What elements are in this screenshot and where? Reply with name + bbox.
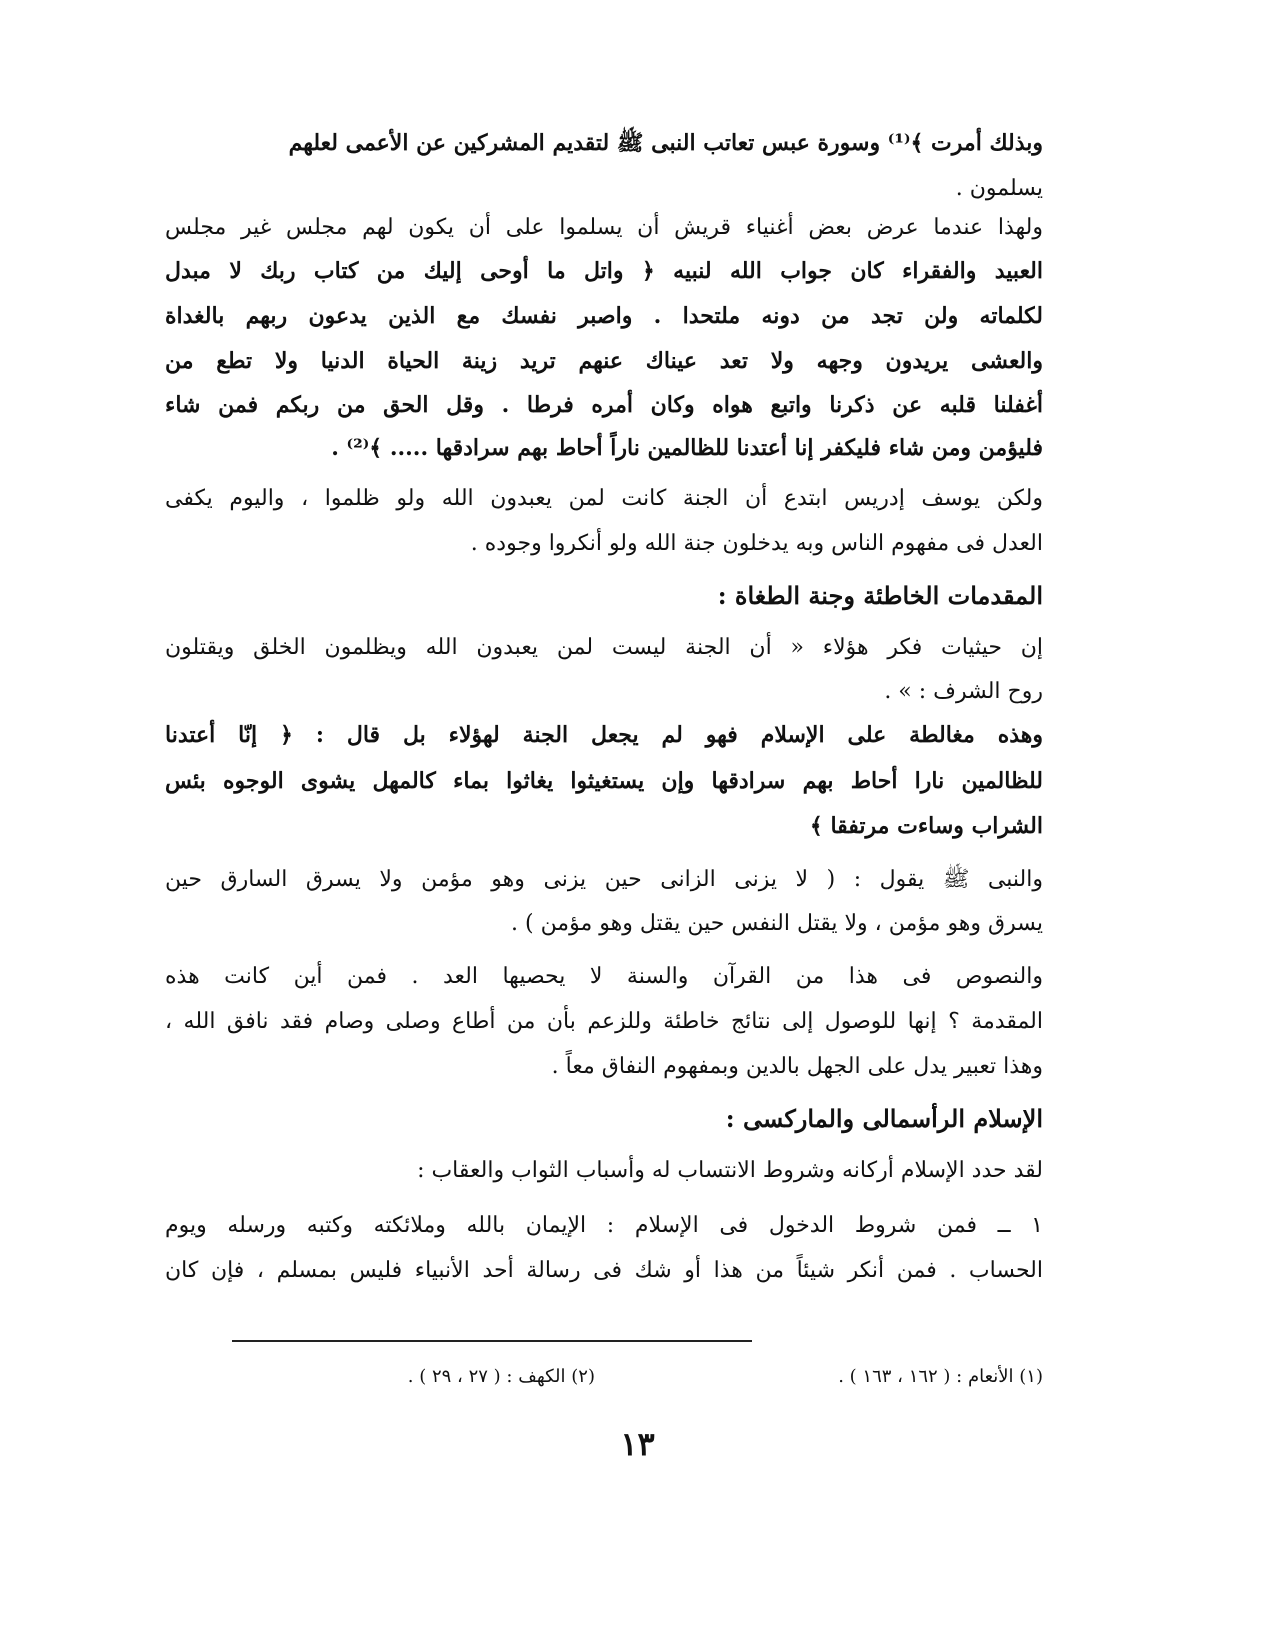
text-line-5: لكلماته ولن تجد من دونه ملتحدا . واصبر نفسك مع الذين يدعون ربهم بالغداة	[165, 303, 1043, 329]
text-line-14: وهذه مغالطة على الإسلام فهو لم يجعل الجنة لهؤلاء بل قال : ﴿ إنّا أعتدنا	[165, 722, 1043, 748]
page-number: ١٣	[620, 1425, 655, 1463]
text-line-15: للظالمين نارا أحاط بهم سرادقها وإن يستغيثوا يغاثوا بماء كالمهل يشوى الوجوه بئس	[165, 768, 1043, 794]
text-line-4: العبيد والفقراء كان جواب الله لنبيه ﴿ واتل ما أوحى إليك من كتاب ربك لا مبدل	[165, 258, 1043, 284]
footnote-2: (٢) الكهف : ( ٢٧ ، ٢٩ ) .	[407, 1366, 595, 1387]
text-line-7: أغفلنا قلبه عن ذكرنا واتبع هواه وكان أمره فرطا . وقل الحق من ربكم فمن شاء	[165, 392, 1043, 418]
text-line-21: وهذا تعبير يدل على الجهل بالدين وبمفهوم النفاق معاً .	[551, 1054, 1043, 1079]
text-line-2: يسلمون .	[955, 176, 1043, 201]
section-heading-2: الإسلام الرأسمالى والماركسى :	[725, 1104, 1043, 1133]
text-line-19: والنصوص فى هذا من القرآن والسنة لا يحصيها العد . فمن أين كانت هذه	[165, 964, 1043, 989]
text-line-12: إن حيثيات فكر هؤلاء « أن الجنة ليست لمن يعبدون الله ويظلمون الخلق ويقتلون	[165, 635, 1043, 660]
text-line-23: لقد حدد الإسلام أركانه وشروط الانتساب له وأسباب الثواب والعقاب :	[417, 1158, 1043, 1183]
text-line-3: ولهذا عندما عرض بعض أغنياء قريش أن يسلموا على أن يكون لهم مجلس غير مجلس	[165, 215, 1043, 240]
text-line-13: روح الشرف : » .	[884, 679, 1043, 704]
text-line-20: المقدمة ؟ إنها للوصول إلى نتائج خاطئة وللزعم بأن من أطاع وصلى وصام فقد نافق الله ،	[165, 1009, 1043, 1034]
text-line-24: ١ ــ فمن شروط الدخول فى الإسلام : الإيمان بالله وملائكته وكتبه ورسله ويوم	[165, 1213, 1043, 1238]
text-line-17: والنبى ﷺ يقول : ( لا يزنى الزانى حين يزنى وهو مؤمن ولا يسرق السارق حين	[165, 867, 1043, 892]
text-line-18: يسرق وهو مؤمن ، ولا يقتل النفس حين يقتل وهو مؤمن ) .	[511, 911, 1043, 936]
text-line-10: العدل فى مفهوم الناس وبه يدخلون جنة الله ولو أنكروا وجوده .	[470, 531, 1043, 556]
text-line-8: فليؤمن ومن شاء فليكفر إنا أعتدنا للظالمين ناراً أحاط بهم سرادقها ..... ﴾⁽²⁾ .	[331, 435, 1043, 461]
footnote-divider	[232, 1340, 752, 1342]
text-line-25: الحساب . فمن أنكر شيئاً من هذا أو شك فى رسالة أحد الأنبياء فليس بمسلم ، فإن كان	[165, 1258, 1043, 1283]
text-line-16: الشراب وساءت مرتفقا ﴾	[809, 813, 1043, 839]
text-line-9: ولكن يوسف إدريس ابتدع أن الجنة كانت لمن يعبدون الله ولو ظلموا ، واليوم يكفى	[165, 486, 1043, 511]
footnote-1: (١) الأنعام : ( ١٦٢ ، ١٦٣ ) .	[838, 1366, 1043, 1387]
text-line-6: والعشى يريدون وجهه ولا تعد عيناك عنهم تريد زينة الحياة الدنيا ولا تطع من	[165, 348, 1043, 374]
section-heading-1: المقدمات الخاطئة وجنة الطغاة :	[717, 581, 1043, 610]
text-line-1: وبذلك أمرت ﴾⁽¹⁾ وسورة عبس تعاتب النبى ﷺ لتقديم المشركين عن الأعمى لعلهم	[288, 130, 1043, 156]
